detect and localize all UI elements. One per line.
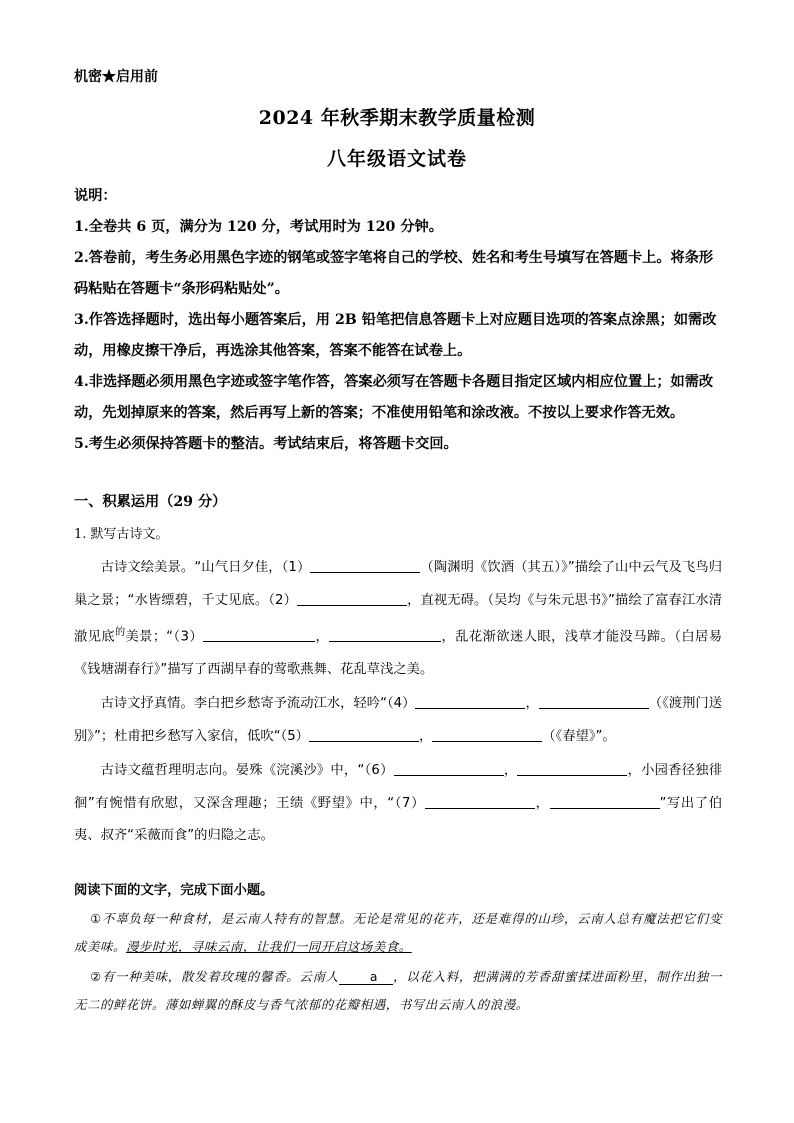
recitation-paragraph-philosophy: 古诗文蕴哲理明志向。晏殊《浣溪沙》中，“（6） ， ，小园香径独徘徊”有惋惜有欣慰，又深含理趣；王绩《野望》中，“（7） ， ”写出了伯夷、叔齐“采薇而食”的归隐之志。 [74, 755, 722, 853]
answer-blank-3a[interactable] [203, 624, 315, 642]
reading-heading: 阅读下面的文字，完成下面小题。 [74, 883, 274, 898]
exam-title: 2024 年秋季期末教学质量检测 [258, 107, 536, 129]
recitation-paragraph-scenery: 古诗文绘美景。“山气日夕佳，（1） （陶渊明《饮酒（其五）》”描绘了山中云气及飞鸟归巢之景；“水皆缥碧，千丈见底。（2） ，直视无碍。（吴均《与朱元思书》”描绘了富春江水清澈见底$^的$美景；“（3） ， ，乱花渐欲迷人眼，浅草才能没马蹄。（白居易《钱塘湖春行》”描写了西湖早春的莺歌燕舞、花乱草浅之美。 [74, 552, 722, 686]
answer-blank-5a[interactable] [309, 724, 419, 742]
confidential-label: 机密★启用前 [74, 69, 158, 85]
reading-passage [74, 905, 722, 1021]
answer-blank-6a[interactable] [394, 758, 504, 776]
section-heading: 一、积累运用（29 分） [74, 494, 227, 510]
answer-blank-1[interactable] [310, 555, 420, 573]
recitation-paragraph-emotion: 古诗文抒真情。李白把乡愁寄予流动江水，轻吟“（4） ， （《渡荆门送别》”；杜甫把乡愁写入家信，低吹“（5） ， （《春望》”。 [74, 688, 722, 753]
instructions-heading: 说明： [74, 188, 117, 204]
recitation-question [74, 552, 722, 855]
answer-blank-4a[interactable] [415, 691, 525, 709]
answer-blank-6b[interactable] [517, 758, 627, 776]
answer-blank-2[interactable] [297, 588, 407, 606]
answer-blank-7a[interactable] [425, 791, 535, 809]
answer-blank-5b[interactable] [432, 724, 542, 742]
exam-subtitle: 八年级语文试卷 [326, 148, 467, 170]
reading-paragraph-2: ②有一种美味，散发着玫瑰的馨香。云南人 a ，以花入料，把满满的芳香甜蜜揉进面粉里，制作出独一无二的鲜花饼。薄如蝉翼的酥皮与香气浓郁的花瓣相遇，书写出云南人的浪漫。 [74, 969, 722, 1012]
instruction-item: 1.全卷共 6 页，满分为 120 分，考试用时为 120 分钟。 [74, 219, 443, 235]
underlined-sentence: 漫步时光，寻味云南，让我们一同开启这场美食。 [125, 939, 412, 954]
instruction-item: 4.非选择题必须用黑色字迹或签字笔作答，答案必须写在答题卡各题目指定区域内相应位置上；如需改动，先划掉原来的答案，然后再写上新的答案；不准使用铅笔和涂改液。不按以上要求作答无效。 [74, 374, 714, 421]
answer-blank-3b[interactable] [329, 624, 441, 642]
answer-blank-4b[interactable] [539, 691, 649, 709]
instructions [74, 181, 722, 460]
instruction-item: 3.作答选择题时，选出每小题答案后，用 2B 铅笔把信息答题卡上对应题目选项的答案点涂黑；如需改动，用橡皮擦干净后，再选涂其他答案，答案不能答在试卷上。 [74, 312, 717, 359]
reading-paragraph-1: ①不辜负每一种食材，是云南人特有的智慧。无论是常见的花卉，还是难得的山珍，云南人总有魔法把它们变成美味。漫步时光，寻味云南，让我们一同开启这场美食。 [74, 911, 722, 954]
instruction-item: 2.答卷前，考生务必用黑色字迹的钢笔或签字笔将自己的学校、姓名和考生号填写在答题卡上。将条形码粘贴在答题卡“条形码粘贴处”。 [74, 250, 714, 297]
answer-blank-7b[interactable] [550, 791, 660, 809]
fill-blank-a[interactable]: a [339, 969, 393, 985]
question-1-prompt: 1. 默写古诗文。 [74, 527, 169, 542]
instruction-item: 5.考生必须保持答题卡的整洁。考试结束后，将答题卡交回。 [74, 436, 458, 452]
